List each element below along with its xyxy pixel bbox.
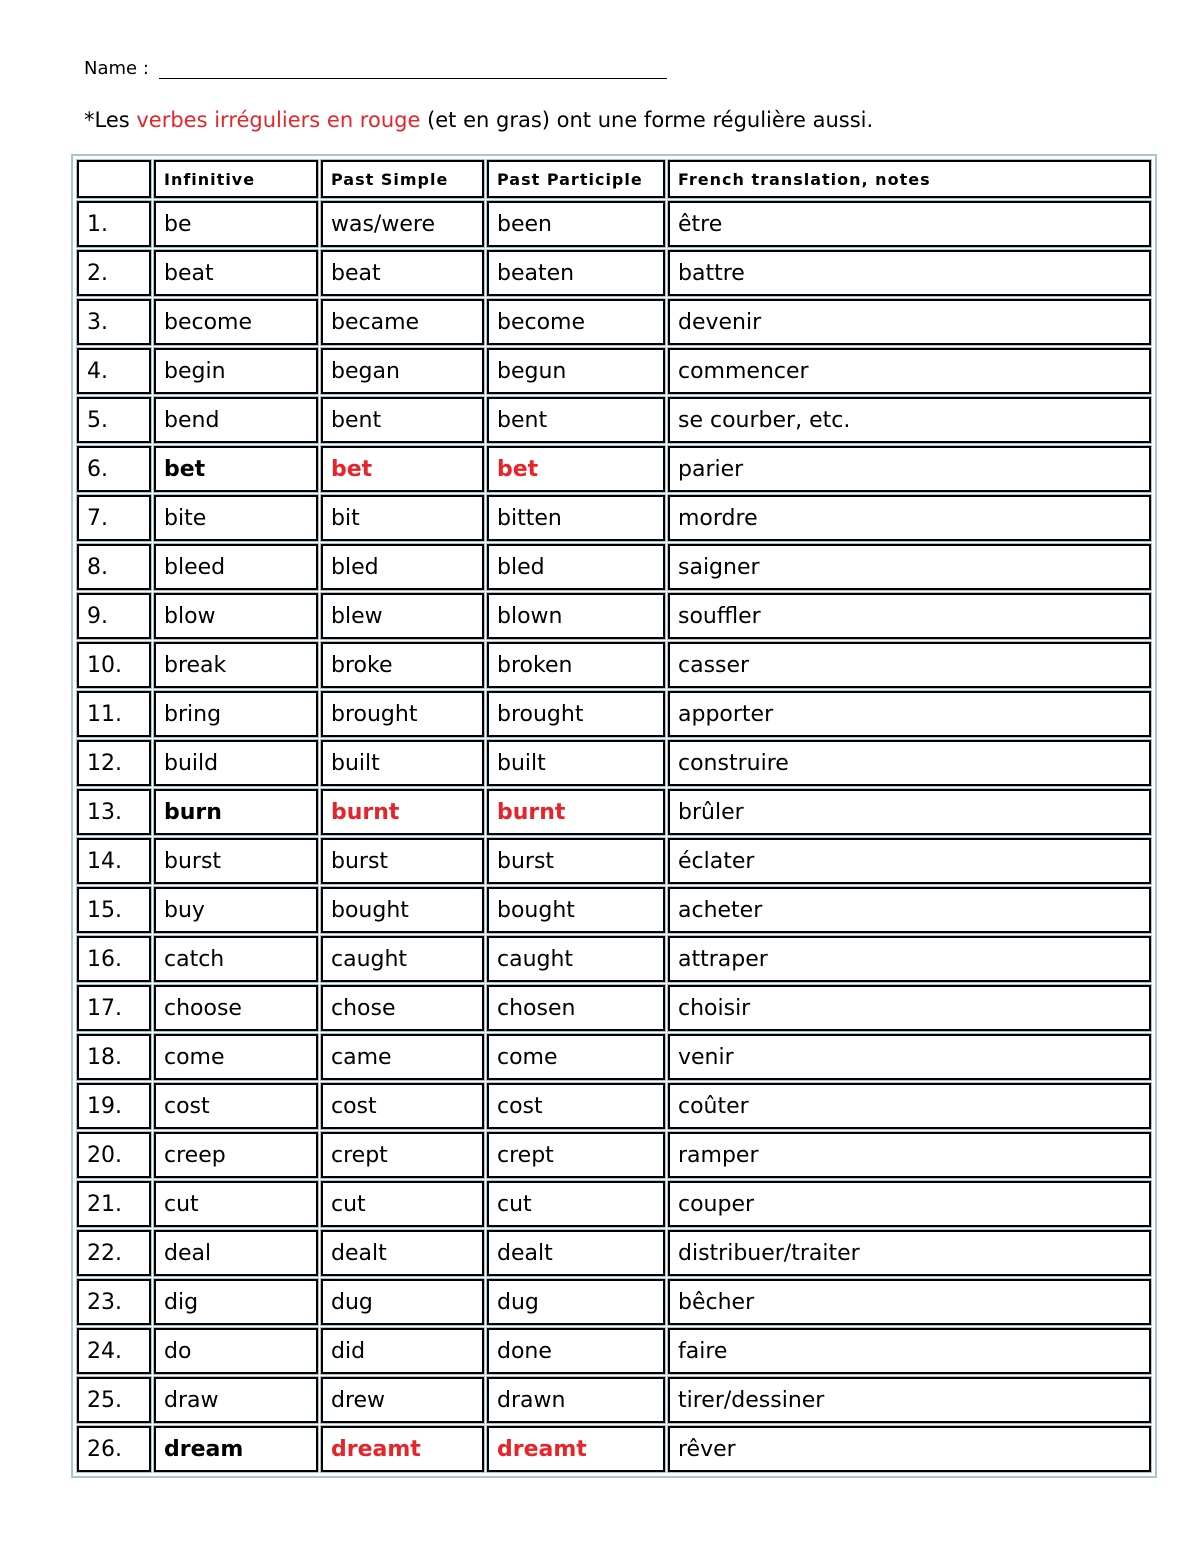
table-row [77,1132,1151,1178]
table-row [77,250,1151,296]
row-number: 11. [77,691,151,737]
row-number: 6. [77,446,151,492]
table-row [77,1181,1151,1227]
table-body [77,201,1151,1472]
row-number: 7. [77,495,151,541]
row-number: 14. [77,838,151,884]
row-number: 8. [77,544,151,590]
instruction-text [84,108,873,132]
past-participle-cell: dreamt [487,1426,665,1472]
french-translation-cell: ramper [668,1132,1151,1178]
infinitive-cell: blow [154,593,318,639]
past-participle-cell: bent [487,397,665,443]
instruction-red-text: verbes irréguliers en rouge [136,108,421,132]
past-participle-cell: cost [487,1083,665,1129]
french-translation-cell: rêver [668,1426,1151,1472]
past-simple-cell: bled [321,544,484,590]
french-translation-cell: battre [668,250,1151,296]
row-number: 25. [77,1377,151,1423]
header-number [77,160,151,198]
french-translation-cell: faire [668,1328,1151,1374]
past-participle-cell: crept [487,1132,665,1178]
past-participle-cell: drawn [487,1377,665,1423]
table-row [77,348,1151,394]
row-number: 23. [77,1279,151,1325]
table-row [77,299,1151,345]
past-simple-cell: crept [321,1132,484,1178]
infinitive-cell: bet [154,446,318,492]
infinitive-cell: bend [154,397,318,443]
table-row [77,887,1151,933]
name-blank-line [159,58,667,79]
row-number: 1. [77,201,151,247]
past-simple-cell: did [321,1328,484,1374]
past-simple-cell: burnt [321,789,484,835]
table-row [77,985,1151,1031]
infinitive-cell: begin [154,348,318,394]
instruction-suffix: ) ont une forme régulière aussi. [541,108,874,132]
row-number: 24. [77,1328,151,1374]
row-number: 19. [77,1083,151,1129]
table-row [77,1034,1151,1080]
row-number: 15. [77,887,151,933]
past-participle-cell: bitten [487,495,665,541]
french-translation-cell: mordre [668,495,1151,541]
past-participle-cell: come [487,1034,665,1080]
french-translation-cell: attraper [668,936,1151,982]
past-simple-cell: drew [321,1377,484,1423]
table-row [77,544,1151,590]
past-participle-cell: chosen [487,985,665,1031]
french-translation-cell: bêcher [668,1279,1151,1325]
infinitive-cell: creep [154,1132,318,1178]
table-row [77,1230,1151,1276]
past-simple-cell: bit [321,495,484,541]
past-simple-cell: burst [321,838,484,884]
past-simple-cell: began [321,348,484,394]
past-participle-cell: dealt [487,1230,665,1276]
past-participle-cell: brought [487,691,665,737]
french-translation-cell: se courber, etc. [668,397,1151,443]
infinitive-cell: become [154,299,318,345]
past-participle-cell: been [487,201,665,247]
table-row [77,495,1151,541]
table-row [77,691,1151,737]
past-participle-cell: become [487,299,665,345]
past-participle-cell: blown [487,593,665,639]
header-french-translation: French translation, notes [668,160,1151,198]
table-row [77,593,1151,639]
past-participle-cell: burst [487,838,665,884]
infinitive-cell: beat [154,250,318,296]
header-past-simple: Past Simple [321,160,484,198]
french-translation-cell: choisir [668,985,1151,1031]
infinitive-cell: deal [154,1230,318,1276]
past-participle-cell: broken [487,642,665,688]
table-row [77,1377,1151,1423]
row-number: 21. [77,1181,151,1227]
past-simple-cell: came [321,1034,484,1080]
past-simple-cell: bet [321,446,484,492]
infinitive-cell: do [154,1328,318,1374]
infinitive-cell: bite [154,495,318,541]
table-row [77,838,1151,884]
table-row [77,789,1151,835]
instruction-mid: (et en [420,108,496,132]
french-translation-cell: devenir [668,299,1151,345]
past-simple-cell: chose [321,985,484,1031]
infinitive-cell: bring [154,691,318,737]
infinitive-cell: buy [154,887,318,933]
instruction-prefix: *Les [84,108,137,132]
header-infinitive: Infinitive [154,160,318,198]
instruction-bold-text: gras [496,108,542,132]
infinitive-cell: burn [154,789,318,835]
past-simple-cell: built [321,740,484,786]
row-number: 2. [77,250,151,296]
past-simple-cell: blew [321,593,484,639]
french-translation-cell: brûler [668,789,1151,835]
infinitive-cell: catch [154,936,318,982]
table-row [77,1279,1151,1325]
infinitive-cell: dream [154,1426,318,1472]
row-number: 22. [77,1230,151,1276]
french-translation-cell: souffler [668,593,1151,639]
infinitive-cell: build [154,740,318,786]
past-simple-cell: brought [321,691,484,737]
table-row [77,642,1151,688]
row-number: 13. [77,789,151,835]
french-translation-cell: venir [668,1034,1151,1080]
table-row [77,1083,1151,1129]
name-line [84,58,667,79]
past-participle-cell: caught [487,936,665,982]
table-row [77,1328,1151,1374]
row-number: 17. [77,985,151,1031]
french-translation-cell: saigner [668,544,1151,590]
row-number: 3. [77,299,151,345]
table-header-row [77,160,1151,198]
french-translation-cell: tirer/dessiner [668,1377,1151,1423]
french-translation-cell: apporter [668,691,1151,737]
name-label: Name : [84,58,155,79]
verb-table [74,157,1154,1475]
past-participle-cell: burnt [487,789,665,835]
verb-table-frame [71,154,1157,1478]
past-simple-cell: broke [321,642,484,688]
row-number: 26. [77,1426,151,1472]
row-number: 9. [77,593,151,639]
header-past-participle: Past Participle [487,160,665,198]
row-number: 4. [77,348,151,394]
past-participle-cell: built [487,740,665,786]
french-translation-cell: coûter [668,1083,1151,1129]
past-simple-cell: dreamt [321,1426,484,1472]
french-translation-cell: casser [668,642,1151,688]
table-row [77,1426,1151,1472]
past-simple-cell: dealt [321,1230,484,1276]
french-translation-cell: éclater [668,838,1151,884]
past-participle-cell: beaten [487,250,665,296]
infinitive-cell: dig [154,1279,318,1325]
past-participle-cell: cut [487,1181,665,1227]
past-simple-cell: bought [321,887,484,933]
french-translation-cell: couper [668,1181,1151,1227]
past-simple-cell: cost [321,1083,484,1129]
row-number: 12. [77,740,151,786]
french-translation-cell: parier [668,446,1151,492]
french-translation-cell: construire [668,740,1151,786]
past-simple-cell: dug [321,1279,484,1325]
infinitive-cell: burst [154,838,318,884]
past-simple-cell: became [321,299,484,345]
past-participle-cell: begun [487,348,665,394]
infinitive-cell: be [154,201,318,247]
past-simple-cell: beat [321,250,484,296]
french-translation-cell: acheter [668,887,1151,933]
row-number: 16. [77,936,151,982]
past-simple-cell: caught [321,936,484,982]
row-number: 20. [77,1132,151,1178]
past-participle-cell: dug [487,1279,665,1325]
past-participle-cell: bought [487,887,665,933]
infinitive-cell: cost [154,1083,318,1129]
past-simple-cell: was/were [321,201,484,247]
table-row [77,936,1151,982]
row-number: 10. [77,642,151,688]
table-row [77,201,1151,247]
past-simple-cell: bent [321,397,484,443]
french-translation-cell: distribuer/traiter [668,1230,1151,1276]
table-row [77,397,1151,443]
infinitive-cell: come [154,1034,318,1080]
french-translation-cell: être [668,201,1151,247]
table-row [77,740,1151,786]
table-row [77,446,1151,492]
infinitive-cell: choose [154,985,318,1031]
french-translation-cell: commencer [668,348,1151,394]
infinitive-cell: draw [154,1377,318,1423]
infinitive-cell: bleed [154,544,318,590]
past-simple-cell: cut [321,1181,484,1227]
past-participle-cell: bet [487,446,665,492]
row-number: 5. [77,397,151,443]
past-participle-cell: bled [487,544,665,590]
row-number: 18. [77,1034,151,1080]
past-participle-cell: done [487,1328,665,1374]
infinitive-cell: cut [154,1181,318,1227]
infinitive-cell: break [154,642,318,688]
